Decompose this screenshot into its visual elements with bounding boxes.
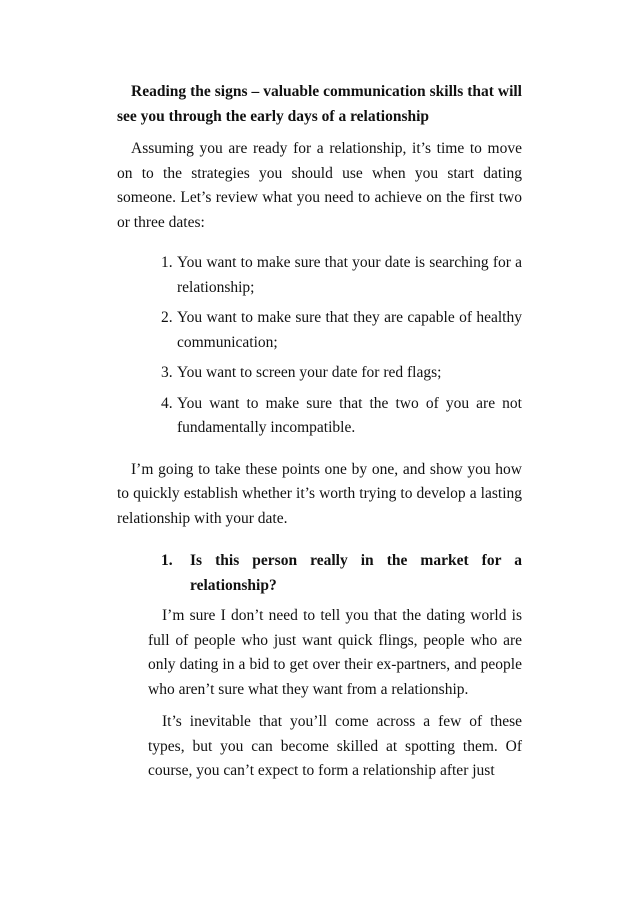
- list-item-number: 4.: [161, 394, 173, 412]
- list-item-text: You want to make sure that your date is searching for a relationship;: [177, 254, 522, 296]
- list-item-text: You want to make sure that they are capable of healthy communication;: [177, 309, 522, 351]
- section-number: 1.: [161, 552, 173, 569]
- document-page: [117, 80, 522, 784]
- intro-paragraph: Assuming you are ready for a relationship, it’s time to move on to the strategies you should use when you start dating someone. Let’s review what you need to achieve on the first two or three dates:: [117, 140, 522, 231]
- section-paragraph-2: It’s inevitable that you’ll come across a few of these types, but you can become skilled at spotting them. Of course, you can’t expect to form a relationship after just: [148, 713, 522, 779]
- page-heading: Reading the signs – valuable communication skills that will see you through the early days of a relationship: [117, 83, 522, 125]
- list-item-number: 2.: [161, 309, 173, 326]
- list-item-number: 3.: [161, 364, 173, 381]
- section-paragraph-1: I’m sure I don’t need to tell you that the dating world is full of people who just want quick flings, people who are only dating in a bid to get over their ex-partners, and people who aren’t sure what they want from a relationship.: [148, 607, 522, 698]
- section-1: [117, 549, 522, 784]
- goals-list: [117, 251, 522, 441]
- section-title: [161, 549, 522, 598]
- list-item-text: You want to make sure that the two of you are not fundamentally incompatible.: [177, 394, 522, 436]
- list-item: [161, 306, 522, 355]
- list-item: [161, 361, 522, 386]
- transition-paragraph: I’m going to take these points one by one, and show you how to quickly establish whether it’s worth trying to develop a lasting relationship with your date.: [117, 460, 522, 527]
- list-item: [161, 251, 522, 300]
- section-title-text: Is this person really in the market for a relationship?: [190, 552, 522, 594]
- list-item-number: 1.: [161, 254, 173, 271]
- list-item-text: You want to screen your date for red flags;: [177, 364, 442, 381]
- list-item: [161, 392, 522, 441]
